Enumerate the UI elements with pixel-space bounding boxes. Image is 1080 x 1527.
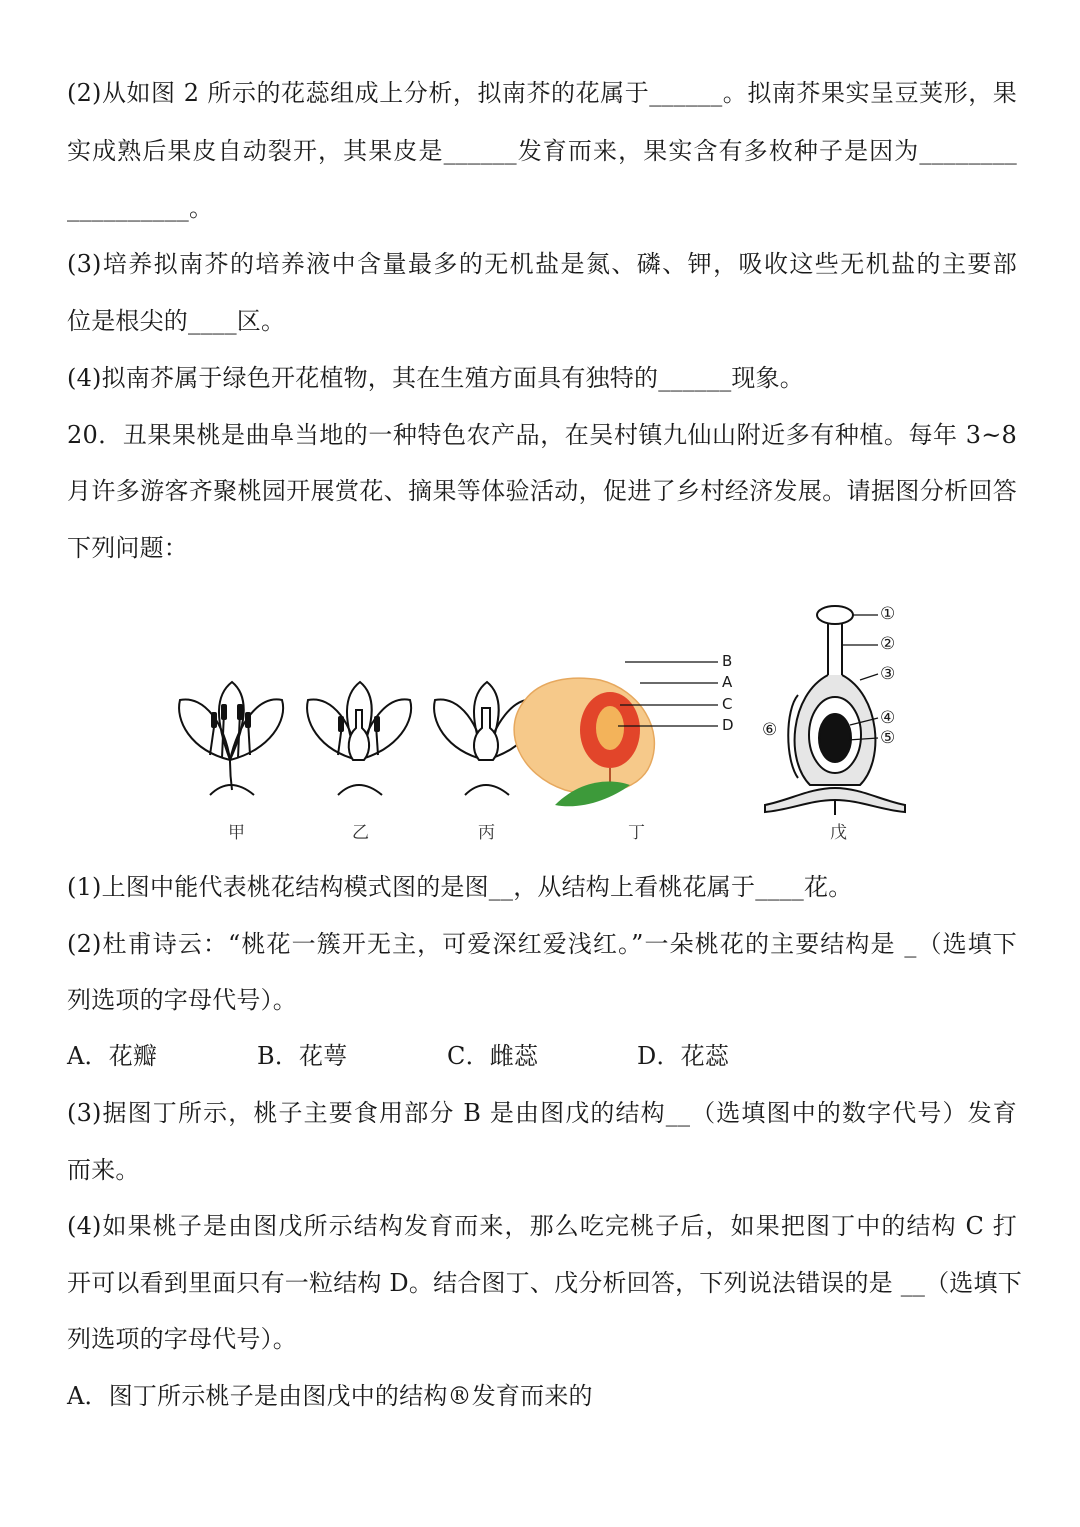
pistil-label-1: ①: [880, 604, 896, 624]
q19-part2-line1: (2)从如图 2 所示的花蕊组成上分析，拟南芥的花属于______。拟南芥果实呈豆荚形，果: [67, 79, 1017, 107]
option-a: A．花瓣: [67, 1042, 158, 1070]
peach-label-D: D: [722, 716, 734, 734]
q20-sub2-line2: 列选项的字母代号）。: [67, 986, 297, 1014]
figure-label-bing: 丙: [478, 823, 495, 843]
peach-label-B: B: [722, 652, 733, 670]
q20-sub4-option-a: A．图丁所示桃子是由图戊中的结构®发育而来的: [67, 1382, 593, 1410]
figure-drawings: [170, 600, 930, 815]
figure-label-wu: 戊: [830, 823, 847, 843]
pistil-label-2: ②: [880, 634, 896, 654]
peach-label-A: A: [722, 673, 733, 691]
q20-sub1: (1)上图中能代表桃花结构模式图的是图__，从结构上看桃花属于____花。: [67, 873, 853, 901]
peach-cross-section-drawing: [514, 662, 718, 806]
q20-intro-line3: 下列问题：: [67, 534, 188, 562]
q20-sub4-line2: 开可以看到里面只有一粒结构 D。结合图丁、戊分析回答，下列说法错误的是 __（选填下: [67, 1269, 1022, 1297]
option-d: D．花蕊: [637, 1042, 730, 1070]
q20-sub2-line1: (2)杜甫诗云：“桃花一簇开无主，可爱深红爱浅红。”一朵桃花的主要结构是 _（选填下: [67, 930, 1017, 958]
pistil-label-4: ④: [880, 708, 896, 728]
pistil-label-3: ③: [880, 664, 896, 684]
q19-part4-line1: (4)拟南芥属于绿色开花植物，其在生殖方面具有独特的______现象。: [67, 364, 804, 392]
q20-sub4-line1: (4)如果桃子是由图戊所示结构发育而来，那么吃完桃子后，如果把图丁中的结构 C 打: [67, 1212, 1017, 1240]
pistil-label-6: ⑥: [762, 720, 778, 740]
flower-yi-drawing: [307, 682, 411, 795]
q20-sub4-line3: 列选项的字母代号）。: [67, 1325, 297, 1353]
figure-label-jia: 甲: [228, 823, 245, 843]
q19-part2-line2: 实成熟后果皮自动裂开，其果皮是______发育而来，果实含有多枚种子是因为________: [67, 137, 1017, 165]
peach-label-C: C: [722, 695, 733, 713]
q20-sub3-line2: 而来。: [67, 1156, 140, 1184]
option-b: B．花萼: [257, 1042, 348, 1070]
q19-part2-line3: __________。: [67, 194, 214, 222]
figure-label-yi: 乙: [352, 823, 369, 843]
q20-intro-line1: 20．丑果果桃是曲阜当地的一种特色农产品，在吴村镇九仙山附近多有种植。每年 3~8: [67, 421, 1017, 449]
q19-part3-line1: (3)培养拟南芥的培养液中含量最多的无机盐是氮、磷、钾，吸收这些无机盐的主要部: [67, 250, 1017, 278]
flower-structure-figure: [170, 600, 930, 850]
q20-intro-line2: 月许多游客齐聚桃园开展赏花、摘果等体验活动，促进了乡村经济发展。请据图分析回答: [67, 477, 1017, 505]
option-c: C．雌蕊: [447, 1042, 539, 1070]
q20-sub3-line1: (3)据图丁所示，桃子主要食用部分 B 是由图戊的结构__（选填图中的数字代号）发育: [67, 1099, 1017, 1127]
pistil-label-5: ⑤: [880, 728, 896, 748]
figure-label-ding: 丁: [628, 823, 645, 843]
flower-jia-drawing: [179, 682, 283, 795]
q19-part3-line2: 位是根尖的____区。: [67, 307, 286, 335]
